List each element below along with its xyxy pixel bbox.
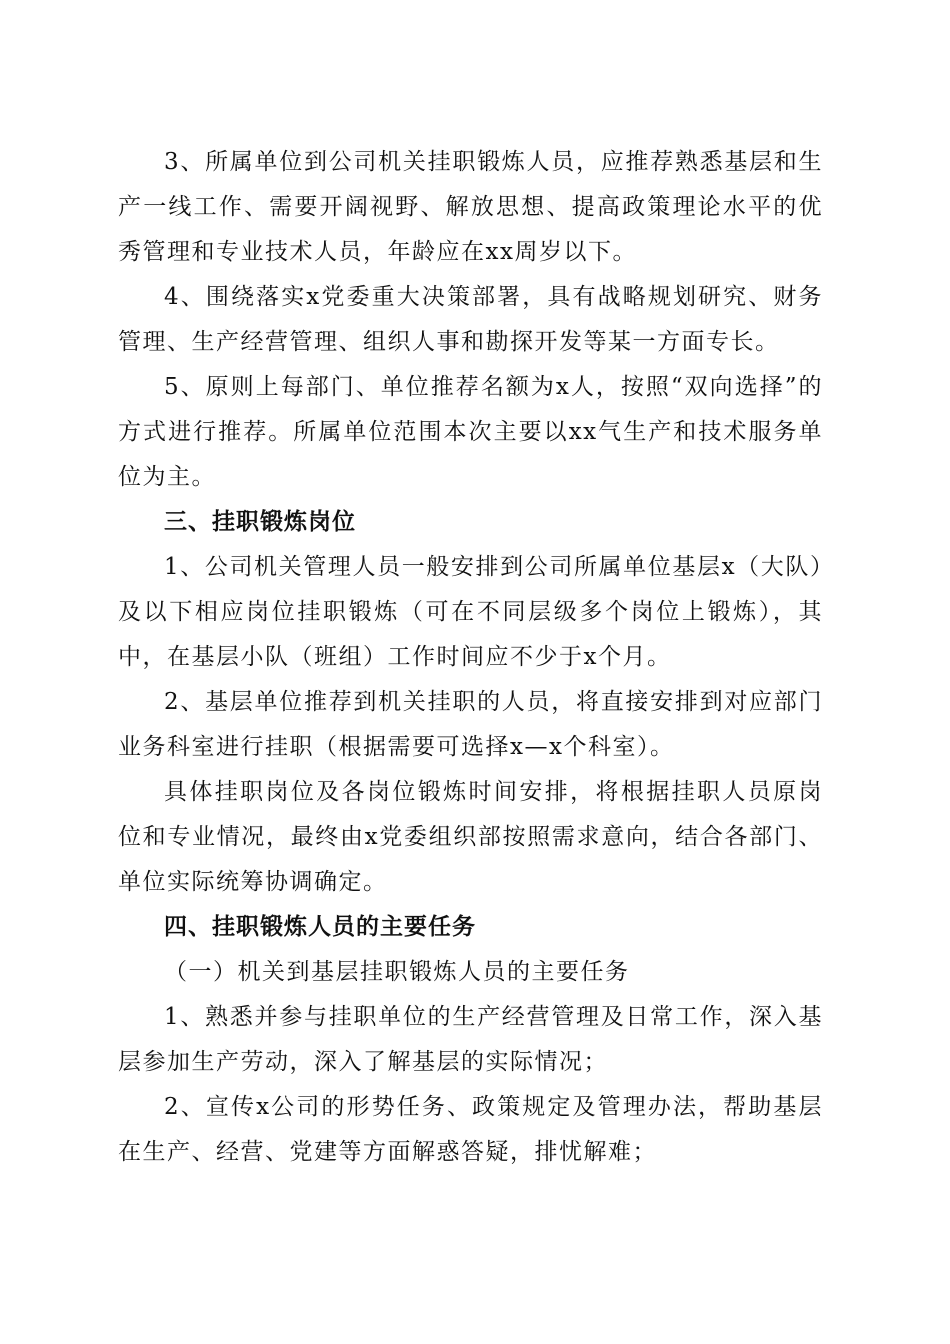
paragraph-task-1: 1、熟悉并参与挂职单位的生产经营管理及日常工作，深入基层参加生产劳动，深入了解基层的实际情况；	[118, 1004, 823, 1075]
subsection-heading-agency-to-grassroots: （一）机关到基层挂职锻炼人员的主要任务	[164, 959, 630, 985]
paragraph-task-2: 2、宣传x公司的形势任务、政策规定及管理办法，帮助基层在生产、经营、党建等方面解惑答疑，排忧解难；	[118, 1094, 823, 1165]
paragraph-position-1: 1、公司机关管理人员一般安排到公司所属单位基层x（大队）及以下相应岗位挂职锻炼（可在不同层级多个岗位上锻炼），其中，在基层小队（班组）工作时间应不少于x个月。	[118, 554, 823, 670]
paragraph-candidate-requirement-3: 3、所属单位到公司机关挂职锻炼人员，应推荐熟悉基层和生产一线工作、需要开阔视野、解放思想、提高政策理论水平的优秀管理和专业技术人员，年龄应在xx周岁以下。	[118, 149, 823, 265]
paragraph-candidate-requirement-4: 4、围绕落实x党委重大决策部署，具有战略规划研究、财务管理、生产经营管理、组织人事和勘探开发等某一方面专长。	[118, 284, 823, 355]
document-body	[118, 140, 823, 1175]
paragraph-candidate-requirement-5: 5、原则上每部门、单位推荐名额为x人，按照“双向选择”的方式进行推荐。所属单位范围本次主要以xx气生产和技术服务单位为主。	[118, 374, 823, 490]
section-heading-positions: 三、挂职锻炼岗位	[164, 509, 356, 535]
paragraph-position-2: 2、基层单位推荐到机关挂职的人员，将直接安排到对应部门业务科室进行挂职（根据需要可选择x—x个科室）。	[118, 689, 823, 760]
paragraph-position-note: 具体挂职岗位及各岗位锻炼时间安排，将根据挂职人员原岗位和专业情况，最终由x党委组织部按照需求意向，结合各部门、单位实际统筹协调确定。	[118, 779, 823, 895]
section-heading-main-tasks: 四、挂职锻炼人员的主要任务	[164, 914, 476, 940]
